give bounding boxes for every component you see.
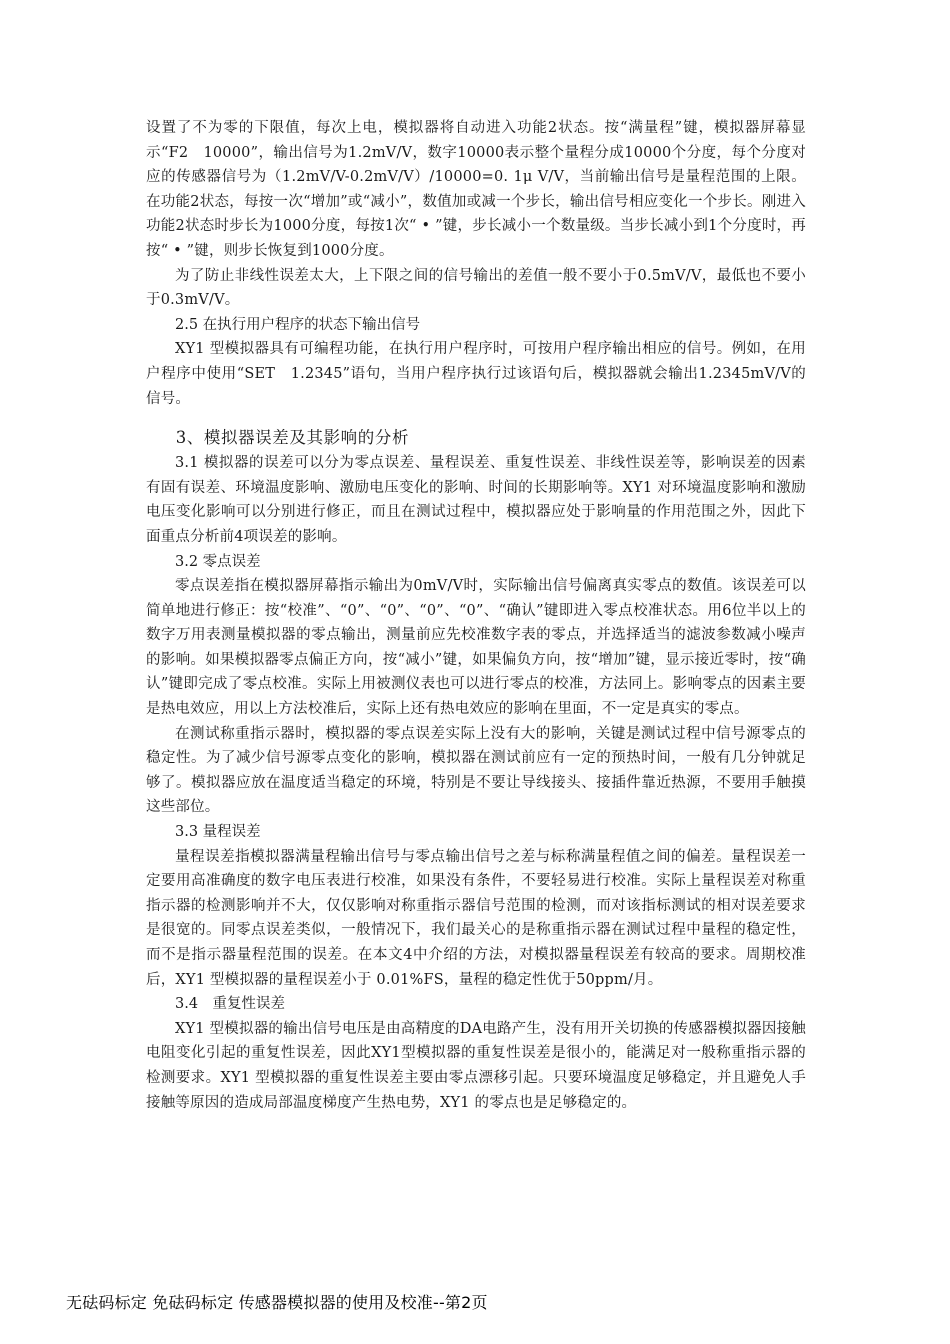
paragraph-3-1: 3.1 模拟器的误差可以分为零点误差、量程误差、重复性误差、非线性误差等，影响误差的因素有固有误差、环境温度影响、激励电压变化的影响、时间的长期影响等。XY1 对环境温度影响和激励电压变化影响可以分别进行修正，而且在测试过程中，模拟器应处于影响量的作用范围之外，因此下面重点分析前4项误差的影响。 — [146, 455, 806, 545]
section-heading-3-4: 3.4 重复性误差 — [175, 996, 286, 1013]
page-footer: 无砝码标定 免砝码标定 传感器模拟器的使用及校准--第2页 — [66, 1293, 488, 1312]
paragraph-zero-stability: 在测试称重指示器时，模拟器的零点误差实际上没有大的影响，关键是测试过程中信号源零点的稳定性。为了减少信号源零点变化的影响，模拟器在测试前应有一定的预热时间，一般有几分钟就足够了。模拟器应放在温度适当稳定的环境，特别是不要让导线接头、接插件靠近热源，不要用手触摸这些部位。 — [146, 725, 806, 816]
section-heading-3-2: 3.2 零点误差 — [175, 553, 261, 570]
paragraph-function2: 设置了不为零的下限值，每次上电，模拟器将自动进入功能2状态。按“满量程”键，模拟器屏幕显示“F2 10000”，输出信号为1.2mV/V，数字10000表示整个量程分成10000个分度，每个分度对应的传感器信号为（1.2mV/V-0.2mV/V）/10000=0. 1μ V/V，当前输出信号是量程范围的上限。在功能2状态，每按一次“增加”或“减小”，数值加或减一个步长，输出信号相应变化一个步长。刚进入功能2状态时步长为1000分度，每按1次“ • ”键，步长减小一个数量级。当步长减小到1个分度时，再按“ • ”键，则步长恢复到1000分度。 — [146, 120, 806, 259]
section-heading-2-5: 2.5 在执行用户程序的状态下输出信号 — [175, 316, 421, 333]
section-heading-3-3: 3.3 量程误差 — [175, 824, 261, 841]
paragraph-nonlinear-note: 为了防止非线性误差太大，上下限之间的信号输出的差值一般不要小于0.5mV/V，最低也不要小于0.3mV/V。 — [146, 267, 806, 309]
document-body — [146, 116, 806, 1115]
paragraph-repeatability: XY1 型模拟器的输出信号电压是由高精度的DA电路产生，没有用开关切换的传感器模拟器因接触电阻变化引起的重复性误差，因此XY1型模拟器的重复性误差是很小的，能满足对一般称重指示器的检测要求。XY1 型模拟器的重复性误差主要由零点漂移引起。只要环境温度足够稳定，并且避免人手接触等原因的造成局部温度梯度产生热电势，XY1 的零点也是足够稳定的。 — [146, 1020, 806, 1111]
chapter-heading-3: 3、模拟器误差及其影响的分析 — [175, 428, 410, 448]
paragraph-span-error: 量程误差指模拟器满量程输出信号与零点输出信号之差与标称满量程值之间的偏差。量程误差一定要用高准确度的数字电压表进行校准，如果没有条件，不要轻易进行校准。实际上量程误差对称重指示器的检测影响并不大，仅仅影响对称重指示器信号范围的检测，而对该指标测试的相对误差要求是很宽的。同零点误差类似，一般情况下，我们最关心的是称重指示器在测试过程中量程的稳定性，而不是指示器量程范围的误差。在本文4中介绍的方法，对模拟器量程误差有较高的要求。周期校准后，XY1 型模拟器的量程误差小于 0.01%FS，量程的稳定性优于50ppm/月。 — [146, 848, 806, 988]
paragraph-user-program: XY1 型模拟器具有可编程功能，在执行用户程序时，可按用户程序输出相应的信号。例如，在用户程序中使用“SET 1.2345”语句，当用户程序执行过该语句后，模拟器就会输出1.2345mV/V的信号。 — [146, 341, 806, 407]
paragraph-zero-error: 零点误差指在模拟器屏幕指示输出为0mV/V时，实际输出信号偏离真实零点的数值。该误差可以简单地进行修正：按“校准”、“0”、“0”、“0”、“0”、“确认”键即进入零点校准状态。用6位半以上的数字万用表测量模拟器的零点输出，测量前应先校准数字表的零点，并选择适当的滤波参数减小噪声的影响。如果模拟器零点偏正方向，按“减小”键，如果偏负方向，按“增加”键，显示接近零时，按“确认”键即完成了零点校准。实际上用被测仪表也可以进行零点的校准，方法同上。影响零点的因素主要是热电效应，用以上方法校准后，实际上还有热电效应的影响在里面，不一定是真实的零点。 — [146, 578, 806, 718]
